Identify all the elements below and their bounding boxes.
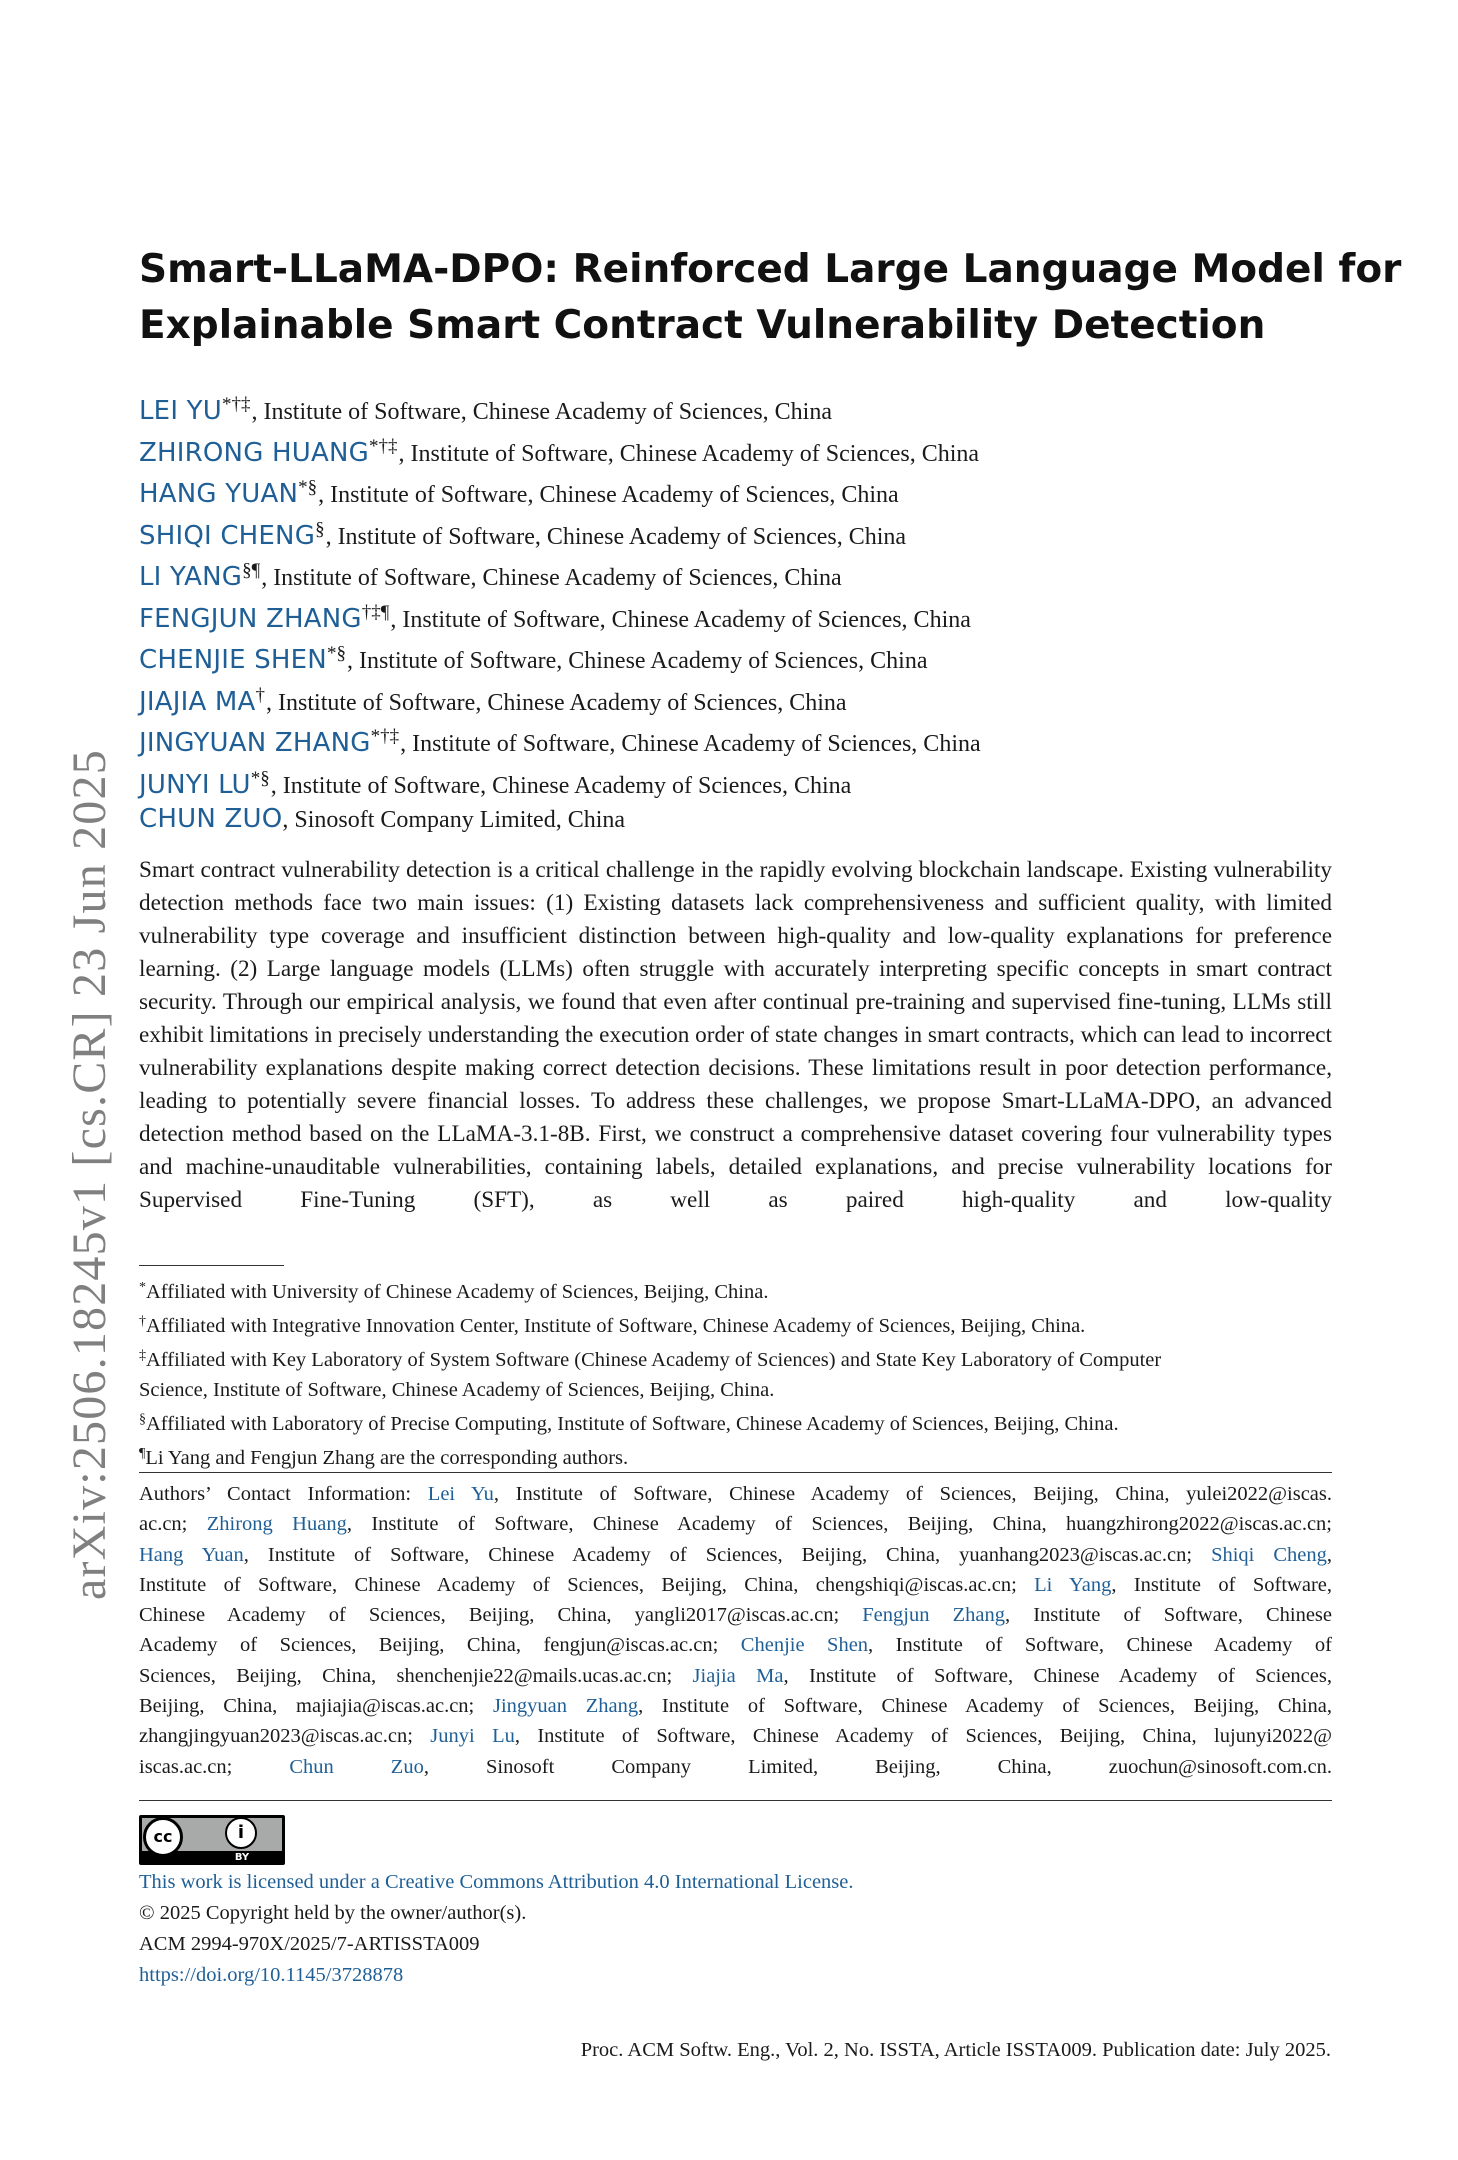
contact-line	[139, 1600, 1332, 1630]
contact-text: , Institute of Software, Chinese Academy of Sciences, Beijing, China,	[638, 1695, 1332, 1718]
author-affiliation: , Institute of Software, Chinese Academy of Sciences, China	[261, 565, 842, 591]
contact-text: ,	[1326, 1543, 1332, 1566]
author-name[interactable]: JIAJIA MA	[139, 686, 256, 717]
footnote	[139, 1307, 1332, 1341]
author-affiliation-marks: *§	[250, 767, 270, 789]
author-affiliation: , Sinosoft Company Limited, China	[282, 807, 626, 833]
author-affiliation: , Institute of Software, Chinese Academy of Sciences, China	[270, 772, 852, 799]
contact-text: , Institute of Software, Chinese Academy of Sciences, Beijing, China, yulei2022@iscas.	[493, 1483, 1332, 1505]
author-contact-link[interactable]: Junyi Lu	[430, 1725, 515, 1748]
footnote	[139, 1375, 1332, 1405]
footnote-divider	[139, 1265, 284, 1266]
contact-text: Chinese Academy of Sciences, Beijing, China, yangli2017@iscas.ac.cn;	[139, 1604, 863, 1627]
author-name[interactable]: CHENJIE SHEN	[139, 645, 327, 675]
doi-link[interactable]: https://doi.org/10.1145/3728878	[139, 1964, 404, 1986]
author-contact-link[interactable]: Fengjun Zhang	[862, 1604, 1005, 1627]
author-entry	[139, 467, 1339, 509]
author-name[interactable]: ZHIRONG HUANG	[139, 437, 369, 468]
author-list	[139, 384, 1339, 841]
contact-text: Sciences, Beijing, China, shenchenjie22@mails.ucas.ac.cn;	[139, 1664, 693, 1687]
contact-text: , Institute of Software, Chinese Academy of Sciences, Beijing, China, yuanhang2023@iscas.ac.cn;	[243, 1543, 1212, 1566]
license-statement-link[interactable]: This work is licensed under a Creative Commons Attribution 4.0 International License.	[139, 1871, 854, 1893]
author-affiliation: , Institute of Software, Chinese Academy of Sciences, China	[266, 689, 847, 716]
author-name[interactable]: JINGYUAN ZHANG	[139, 728, 371, 758]
contact-text: , Institute of Software,	[1111, 1573, 1332, 1596]
author-entry	[139, 675, 1339, 717]
footnote-mark: †	[139, 1314, 146, 1329]
author-name[interactable]: HANG YUAN	[139, 479, 299, 509]
footnote	[139, 1405, 1332, 1439]
author-entry	[139, 716, 1339, 758]
footnote-text: Science, Institute of Software, Chinese Academy of Sciences, Beijing, China.	[139, 1379, 775, 1401]
author-affiliation-marks: §	[315, 518, 325, 540]
badge-by-label: BY	[234, 1852, 250, 1863]
contact-divider	[139, 1472, 1332, 1473]
author-affiliation: , Institute of Software, Chinese Academy of Sciences, China	[251, 399, 832, 425]
author-affiliation: , Institute of Software, Chinese Academy of Sciences, China	[398, 440, 980, 467]
acm-code: ACM 2994-970X/2025/7-ARTISSTA009	[139, 1933, 480, 1955]
contact-text: iscas.ac.cn;	[139, 1755, 290, 1778]
author-affiliation-marks: *§	[326, 643, 346, 664]
author-name[interactable]: SHIQI CHENG	[139, 520, 316, 551]
author-entry	[139, 633, 1339, 675]
contact-text: , Institute of Software, Chinese	[1004, 1604, 1332, 1627]
author-name[interactable]: FENGJUN ZHANG	[139, 603, 362, 634]
title-line-1: Smart-LLaMA-DPO: Reinforced Large Language Model for	[139, 247, 1402, 292]
cc-icon: cc	[143, 1817, 183, 1857]
contact-text: zhangjingyuan2023@iscas.ac.cn;	[139, 1725, 431, 1748]
author-contact-link[interactable]: Li Yang	[1034, 1573, 1112, 1596]
running-footer: Proc. ACM Softw. Eng., Vol. 2, No. ISSTA, Article ISSTA009. Publication date: July 2025.	[580, 2039, 1331, 2061]
author-affiliation-marks: *†‡	[370, 726, 400, 747]
footnote-mark: *	[139, 1280, 146, 1295]
arxiv-identifier-stamp: arXiv:2506.18245v1 [cs.CR] 23 Jun 2025	[63, 749, 116, 1600]
contact-text: Academy of Sciences, Beijing, China, fengjun@iscas.ac.cn;	[139, 1634, 741, 1657]
contact-line	[139, 1691, 1332, 1721]
author-name[interactable]: JUNYI LU	[139, 769, 251, 800]
author-affiliation: , Institute of Software, Chinese Academy of Sciences, China	[325, 523, 907, 550]
license-divider	[139, 1800, 1332, 1801]
footnote-text: Affiliated with Laboratory of Precise Computing, Institute of Software, Chinese Academy of Sciences, Beijing, China.	[146, 1413, 1119, 1435]
abstract: Smart contract vulnerability detection is a critical challenge in the rapidly evolving blockchain landscape. Existing vulnerability detection methods face two main issues: (1) Existing datasets lack comprehensiveness and sufficient quality, with limited vulnerability type coverage and insufficient distinction between high-quality and low-quality explanations for preference learning. (2) Large language models (LLMs) often struggle with accurately interpreting specific concepts in smart contract security. Through our empirical analysis, we found that even after continual pre-training and supervised fine-tuning, LLMs still exhibit limitations in precisely understanding the execution order of state changes in smart contracts, which can lead to incorrect vulnerability explanations despite making correct detection decisions. These limitations result in poor detection performance, leading to potentially severe financial losses. To address these challenges, we propose Smart-LLaMA-DPO, an advanced detection method based on the LLaMA-3.1-8B. First, we construct a comprehensive dataset covering four vulnerability types and machine-unauditable vulnerabilities, containing labels, detailed explanations, and precise vulnerability locations for Supervised Fine-Tuning (SFT), as well as paired high-quality and low-quality	[139, 857, 1332, 1213]
contact-line	[139, 1509, 1332, 1539]
author-affiliation-marks: †	[255, 684, 266, 706]
contact-line	[139, 1721, 1332, 1751]
author-entry	[139, 550, 1339, 592]
attribution-person-icon: i	[225, 1817, 257, 1849]
contact-line	[139, 1661, 1332, 1691]
contact-line	[139, 1540, 1332, 1570]
contact-text: ac.cn;	[139, 1513, 207, 1536]
author-contact-link[interactable]: Lei Yu	[427, 1483, 494, 1505]
author-affiliation: , Institute of Software, Chinese Academy of Sciences, China	[390, 606, 971, 633]
footnote-text: Affiliated with University of Chinese Academy of Sciences, Beijing, China.	[146, 1281, 769, 1303]
footnote	[139, 1273, 1332, 1307]
contact-text: Institute of Software, Chinese Academy of Sciences, Beijing, China, chengshiqi@iscas.ac.cn;	[139, 1573, 1035, 1596]
footnote	[139, 1341, 1332, 1375]
contact-line	[139, 1630, 1332, 1660]
author-contact-link[interactable]: Chun Zuo	[289, 1755, 424, 1778]
contact-line	[139, 1752, 1332, 1782]
footnote-text: Affiliated with Integrative Innovation Center, Institute of Software, Chinese Academy of Sciences, Beijing, China.	[146, 1315, 1086, 1337]
copyright-notice: © 2025 Copyright held by the owner/author(s).	[139, 1902, 527, 1924]
footnote	[139, 1439, 1332, 1473]
author-affiliation: , Institute of Software, Chinese Academy of Sciences, China	[318, 482, 899, 508]
author-contact-link[interactable]: Jiajia Ma	[692, 1664, 784, 1687]
footnote-mark: §	[139, 1412, 146, 1427]
contact-text: , Institute of Software, Chinese Academy of	[868, 1634, 1332, 1657]
footnote-mark: ‡	[139, 1348, 146, 1363]
contact-line	[139, 1479, 1332, 1509]
author-entry	[139, 509, 1339, 551]
contact-text: , Institute of Software, Chinese Academy of Sciences,	[783, 1664, 1332, 1687]
affiliation-footnotes	[139, 1273, 1332, 1473]
author-affiliation-marks: §¶	[242, 560, 261, 581]
contact-text: , Sinosoft Company Limited, Beijing, China, zuochun@sinosoft.com.cn.	[423, 1755, 1332, 1778]
author-affiliation: , Institute of Software, Chinese Academy of Sciences, China	[400, 731, 981, 757]
contact-text: Beijing, China, majiajia@iscas.ac.cn;	[139, 1695, 493, 1718]
author-entry	[139, 799, 1339, 841]
author-entry	[139, 426, 1339, 468]
author-name[interactable]: LEI YU	[139, 396, 222, 426]
author-affiliation-marks: *§	[298, 477, 318, 498]
footnote-text: Li Yang and Fengjun Zhang are the corresponding authors.	[145, 1447, 629, 1469]
paper-title	[139, 242, 1402, 354]
license-info	[139, 1867, 854, 1991]
cc-by-license-badge[interactable]	[139, 1815, 285, 1865]
author-affiliation: , Institute of Software, Chinese Academy of Sciences, China	[346, 648, 928, 674]
contact-text: , Institute of Software, Chinese Academy of Sciences, Beijing, China, huangzhirong2022@iscas.ac.cn;	[346, 1513, 1332, 1536]
author-contact-link[interactable]: Hang Yuan	[139, 1543, 244, 1566]
contact-text: , Institute of Software, Chinese Academy of Sciences, Beijing, China, lujunyi2022@	[514, 1725, 1332, 1748]
author-name[interactable]: LI YANG	[139, 562, 243, 592]
author-entry	[139, 758, 1339, 800]
author-contact-link[interactable]: Zhirong Huang	[206, 1513, 347, 1536]
footnote-mark: ¶	[139, 1446, 146, 1461]
author-name[interactable]: CHUN ZUO	[139, 804, 283, 834]
footnote-text: Affiliated with Key Laboratory of System Software (Chinese Academy of Sciences) and State Key Laboratory of Computer	[146, 1349, 1162, 1371]
author-affiliation-marks: †‡¶	[361, 601, 390, 623]
author-entry	[139, 384, 1339, 426]
author-contact-link[interactable]: Shiqi Cheng	[1211, 1543, 1327, 1566]
author-entry	[139, 592, 1339, 634]
contact-text: Authors’ Contact Information:	[139, 1483, 428, 1505]
author-contact-link[interactable]: Jingyuan Zhang	[492, 1695, 639, 1718]
contact-line	[139, 1570, 1332, 1600]
author-affiliation-marks: *†‡	[221, 394, 251, 415]
title-line-2: Explainable Smart Contract Vulnerability Detection	[139, 303, 1266, 348]
author-affiliation-marks: *†‡	[369, 435, 398, 457]
authors-contact-information	[139, 1479, 1332, 1782]
author-contact-link[interactable]: Chenjie Shen	[740, 1634, 869, 1657]
